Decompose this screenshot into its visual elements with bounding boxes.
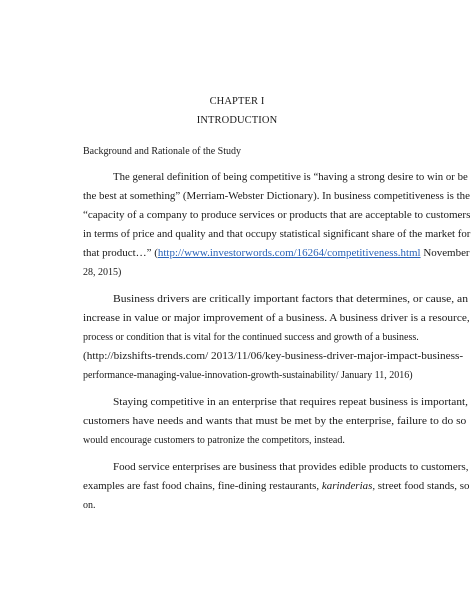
text-line: [83, 191, 470, 203]
section-heading: Background and Rationale of the Study: [83, 146, 242, 157]
text-run: street food stands, so: [375, 481, 470, 492]
text-line: [83, 481, 469, 493]
chapter-label: CHAPTER I: [209, 96, 265, 107]
text-line: [113, 462, 468, 474]
text-line: [83, 210, 470, 222]
text-run: The general definition of being competitive is “having a strong desire to win or be: [113, 172, 468, 183]
text-run: that product…” (: [83, 248, 158, 259]
text-line: [83, 229, 470, 241]
text-line: [83, 370, 413, 382]
text-run: “capacity of a company to produce services or products that are acceptable to customers: [83, 210, 471, 221]
text-line: [113, 397, 468, 409]
text-line: [83, 416, 466, 428]
text-run: would encourage customers to patronize the competitors, instead.: [83, 435, 345, 446]
text-line: [83, 267, 121, 279]
text-line: [83, 248, 470, 260]
text-run: November: [420, 248, 470, 259]
text-run: the best at something” (Merriam-Webster Dictionary). In business competitiveness is the: [83, 191, 470, 202]
text-line: [113, 172, 468, 184]
text-run: in terms of price and quality and that occupy statistical significant share of the market for: [83, 229, 471, 240]
text-line: [83, 435, 345, 447]
text-run: customers have needs and wants that must be met by the enterprise, failure to do so: [83, 416, 467, 427]
text-run: increase in value or major improvement of a business. A business driver is a resource,: [83, 313, 470, 324]
text-run: Food service enterprises are business that provides edible products to customers,: [113, 462, 469, 473]
text-run: 28, 2015): [83, 267, 122, 278]
text-run: Business drivers are critically important factors that determines, or cause, an: [113, 294, 469, 305]
text-run: performance-managing-value-innovation-growth-sustainability/ January 11, 2016): [83, 370, 413, 381]
text-line: [83, 351, 463, 363]
text-line: [113, 294, 468, 306]
source-link[interactable]: http://www.investorwords.com/16264/competitiveness.html: [157, 248, 421, 259]
text-run: Staying competitive in an enterprise that requires repeat business is important,: [113, 397, 468, 408]
text-run: examples are fast food chains, fine-dining restaurants,: [83, 481, 322, 492]
italic-term: karinderias,: [321, 481, 376, 492]
text-run: on.: [83, 500, 96, 511]
text-run: process or condition that is vital for the continued success and growth of a business.: [83, 332, 419, 343]
text-run: (http://bizshifts-trends.com/ 2013/11/06/key-business-driver-major-impact-business-: [83, 351, 464, 362]
chapter-title: INTRODUCTION: [196, 115, 278, 126]
text-line: [83, 500, 96, 512]
text-line: [83, 313, 470, 325]
text-line: [83, 332, 419, 344]
